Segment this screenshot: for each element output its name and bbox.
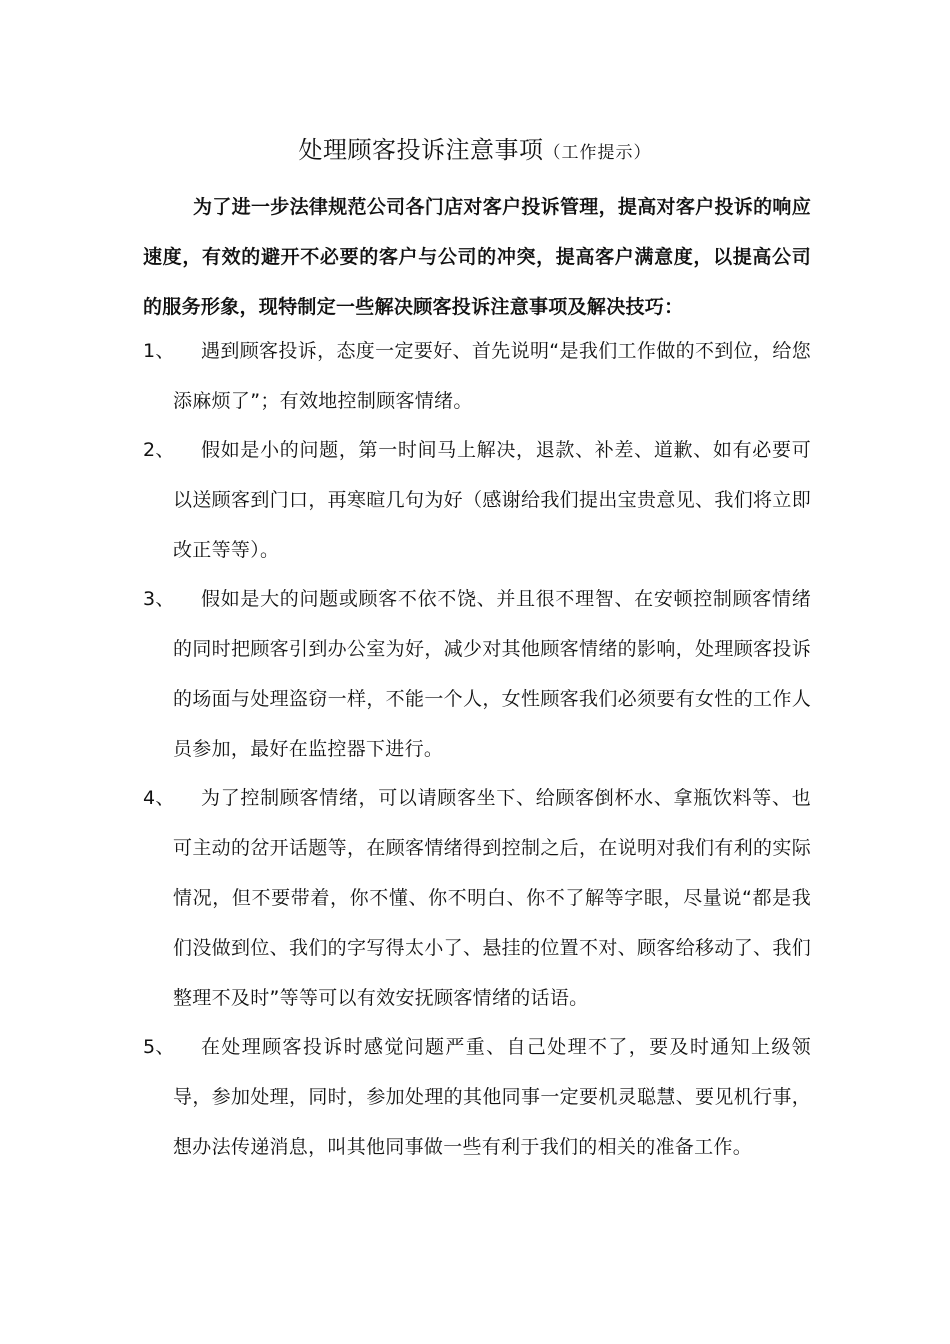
item-text: 假如是大的问题或顾客不依不饶、并且很不理智、在安顿控制顾客情绪的同时把顾客引到办公室为好，减少对其他顾客情绪的影响，处理顾客投诉的场面与处理盗窃一样，不能一个人，女性顾客我们必须要有女性的工作人员参加，最好在监控器下进行。 bbox=[173, 588, 811, 760]
item-number: 3、 bbox=[143, 588, 175, 610]
title-note: （工作提示） bbox=[543, 143, 652, 163]
list-item bbox=[143, 574, 811, 774]
list-item bbox=[143, 326, 811, 426]
list-item bbox=[143, 425, 811, 575]
title-main: 处理顾客投诉注意事项 bbox=[298, 136, 544, 164]
item-text: 为了控制顾客情绪，可以请顾客坐下、给顾客倒杯水、拿瓶饮料等、也可主动的岔开话题等，在顾客情绪得到控制之后，在说明对我们有利的实际情况，但不要带着，你不懂、你不明白、你不了解等字眼，尽量说“都是我们没做到位、我们的字写得太小了、悬挂的位置不对、顾客给移动了、我们整理不及时”等等可以有效安抚顾客情绪的话语。 bbox=[173, 787, 811, 1009]
item-number: 5、 bbox=[143, 1036, 175, 1058]
item-text: 假如是小的问题，第一时间马上解决，退款、补差、道歉、如有必要可以送顾客到门口，再寒暄几句为好（感谢给我们提出宝贵意见、我们将立即改正等等）。 bbox=[173, 439, 811, 561]
list-item bbox=[143, 1022, 811, 1172]
item-number: 4、 bbox=[143, 787, 175, 809]
list-item bbox=[143, 773, 811, 1023]
document-title bbox=[0, 133, 950, 170]
item-text: 遇到顾客投诉，态度一定要好、首先说明“是我们工作做的不到位，给您添麻烦了”；有效地控制顾客情绪。 bbox=[173, 340, 811, 412]
item-number: 2、 bbox=[143, 439, 175, 461]
item-text: 在处理顾客投诉时感觉问题严重、自己处理不了，要及时通知上级领导，参加处理，同时，参加处理的其他同事一定要机灵聪慧、要见机行事，想办法传递消息，叫其他同事做一些有利于我们的相关的准备工作。 bbox=[173, 1036, 811, 1158]
intro-paragraph: 为了进一步法律规范公司各门店对客户投诉管理，提高对客户投诉的响应速度，有效的避开不必要的客户与公司的冲突，提高客户满意度，以提高公司的服务形象，现特制定一些解决顾客投诉注意事项及解决技巧： bbox=[143, 196, 811, 318]
item-number: 1、 bbox=[143, 340, 175, 362]
